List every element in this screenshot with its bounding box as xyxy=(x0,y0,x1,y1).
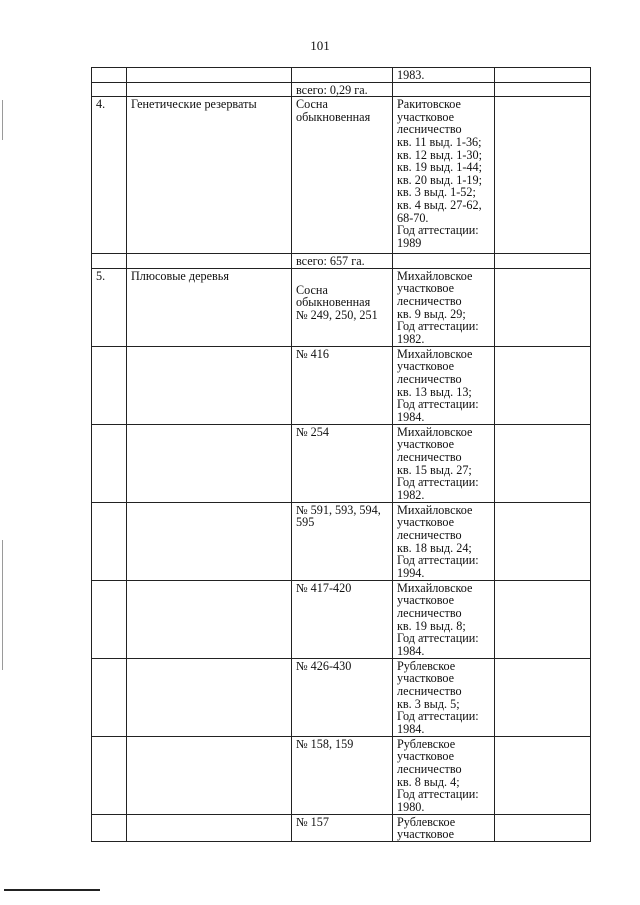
table-row xyxy=(92,814,591,841)
scan-edge-mark xyxy=(2,540,3,670)
table-row xyxy=(92,658,591,736)
cell-category xyxy=(127,254,292,269)
cell-object: Сосна обыкновенная xyxy=(292,97,393,254)
table-row xyxy=(92,346,591,424)
cell-location: Михайловское участковое лесничество кв. 9 выд. 29; Год аттестации: 1982. xyxy=(393,268,495,346)
table-row xyxy=(92,736,591,814)
table-row xyxy=(92,97,591,254)
cell-object xyxy=(292,268,393,346)
table-row xyxy=(92,424,591,502)
cell-number xyxy=(92,814,127,841)
cell-object: № 426-430 xyxy=(292,658,393,736)
table-row xyxy=(92,502,591,580)
cell-category xyxy=(127,580,292,658)
cell-note xyxy=(495,346,591,424)
cell-location: Рублевское участковое xyxy=(393,814,495,841)
cell-category xyxy=(127,502,292,580)
cell-location xyxy=(393,254,495,269)
total-area: всего: 657 га. xyxy=(292,254,393,269)
total-area: всего: 0,29 га. xyxy=(292,82,393,97)
cell-object: № 254 xyxy=(292,424,393,502)
cell-note xyxy=(495,502,591,580)
cell-number: 5. xyxy=(92,268,127,346)
cell-number xyxy=(92,502,127,580)
cell-object: № 591, 593, 594, 595 xyxy=(292,502,393,580)
table-row xyxy=(92,268,591,346)
cell-number xyxy=(92,658,127,736)
cell-location: Михайловское участковое лесничество кв. 18 выд. 24; Год аттестации: 1994. xyxy=(393,502,495,580)
cell-number xyxy=(92,346,127,424)
table-row-total xyxy=(92,82,591,97)
cell-location: Михайловское участковое лесничество кв. 15 выд. 27; Год аттестации: 1982. xyxy=(393,424,495,502)
cell-location xyxy=(393,82,495,97)
cell-note xyxy=(495,82,591,97)
cell-object: № 417-420 xyxy=(292,580,393,658)
cell-location: Рублевское участковое лесничество кв. 3 выд. 5; Год аттестации: 1984. xyxy=(393,658,495,736)
cell-object: № 157 xyxy=(292,814,393,841)
cell-number: 4. xyxy=(92,97,127,254)
cell-note xyxy=(495,424,591,502)
cell-category xyxy=(127,424,292,502)
table-row xyxy=(92,580,591,658)
cell-object xyxy=(292,68,393,83)
cell-category xyxy=(127,82,292,97)
cell-number xyxy=(92,254,127,269)
cell-number xyxy=(92,424,127,502)
scan-edge-mark xyxy=(2,100,3,140)
cell-number xyxy=(92,736,127,814)
cell-location: 1983. xyxy=(393,68,495,83)
cell-object: № 416 xyxy=(292,346,393,424)
cell-category xyxy=(127,736,292,814)
forest-objects-table xyxy=(91,67,591,842)
cell-category xyxy=(127,814,292,841)
cell-category xyxy=(127,658,292,736)
cell-note xyxy=(495,68,591,83)
cell-number xyxy=(92,580,127,658)
cell-location: Михайловское участковое лесничество кв. 19 выд. 8; Год аттестации: 1984. xyxy=(393,580,495,658)
cell-note xyxy=(495,658,591,736)
cell-location: Рублевское участковое лесничество кв. 8 выд. 4; Год аттестации: 1980. xyxy=(393,736,495,814)
cell-note xyxy=(495,580,591,658)
cell-location: Ракитовское участковое лесничество кв. 11 выд. 1-36; кв. 12 выд. 1-30; кв. 19 выд. 1-44; кв. 20 выд. 1-19; кв. 3 выд. 1-52; кв. 4 выд. 27-62, 68-70. Год аттестации: 1989 xyxy=(393,97,495,254)
cell-number xyxy=(92,82,127,97)
cell-note xyxy=(495,254,591,269)
cell-category xyxy=(127,68,292,83)
footnote-separator-line xyxy=(4,889,100,891)
cell-note xyxy=(495,736,591,814)
table-row xyxy=(92,68,591,83)
cell-number xyxy=(92,68,127,83)
cell-note xyxy=(495,97,591,254)
cell-note xyxy=(495,268,591,346)
page-number: 101 xyxy=(310,38,330,53)
table-row-total xyxy=(92,254,591,269)
cell-category xyxy=(127,346,292,424)
cell-note xyxy=(495,814,591,841)
cell-category: Плюсовые деревья xyxy=(127,268,292,346)
object-text: Сосна обыкновенная № 249, 250, 251 xyxy=(296,282,378,322)
cell-location: Михайловское участковое лесничество кв. 13 выд. 13; Год аттестации: 1984. xyxy=(393,346,495,424)
cell-object: № 158, 159 xyxy=(292,736,393,814)
cell-category: Генетические резерваты xyxy=(127,97,292,254)
